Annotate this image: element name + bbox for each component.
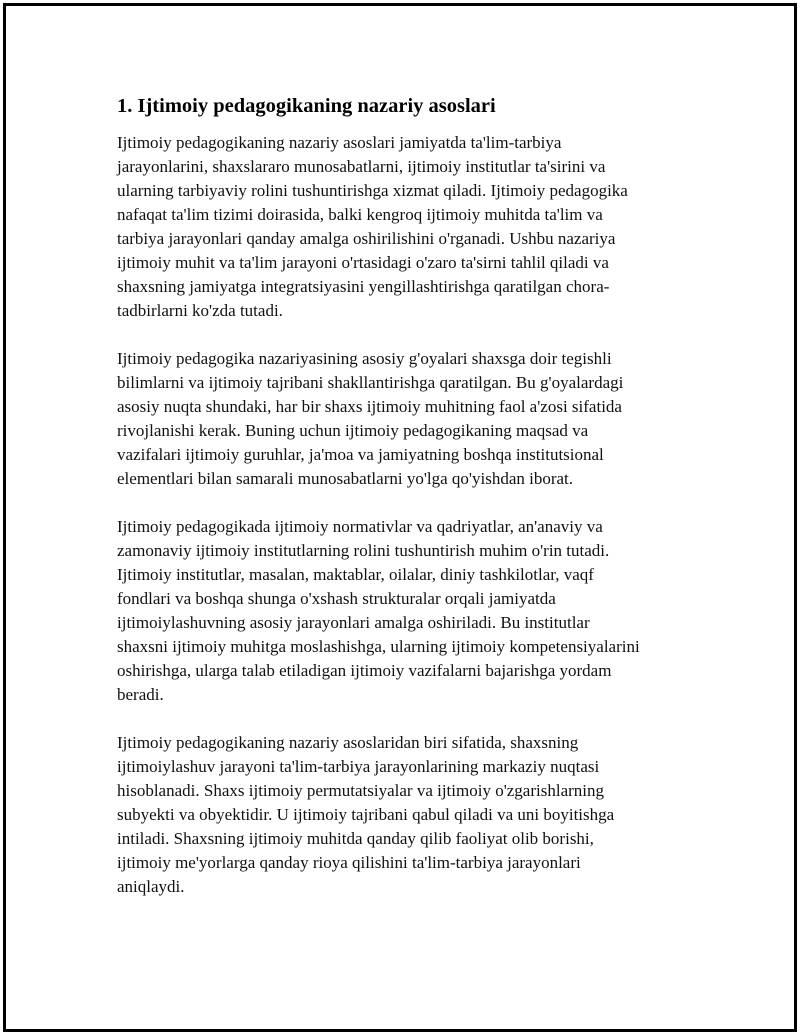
paragraph-1: Ijtimoiy pedagogikaning nazariy asoslari jamiyatda ta'lim-tarbiya jarayonlarini, shaxslararo munosabatlarni, ijtimoiy institutlar ta'sirini va ularning tarbiyaviy rolini tushuntirishga xizmat qiladi. Ijtimoiy pedagogika nafaqat ta'lim tizimi doirasida, balki kengroq ijtimoiy muhitda ta'lim va tarbiya jarayonlari qanday amalga oshirilishini o'rganadi. Ushbu nazariya ijtimoiy muhit va ta'lim jarayoni o'rtasidagi o'zaro ta'sirni tahlil qiladi va shaxsning jamiyatga integratsiyasini yengillashtirishga qaratilgan chora- tadbirlarni ko'zda tutadi. bbox=[117, 133, 628, 320]
paragraph-2: Ijtimoiy pedagogika nazariyasining asosiy g'oyalari shaxsga doir tegishli bilimlarni va ijtimoiy tajribani shakllantirishga qaratilgan. Bu g'oyalardagi asosiy nuqta shundaki, har bir shaxs ijtimoiy muhitning faol a'zosi sifatida rivojlanishi kerak. Buning uchun ijtimoiy pedagogikaning maqsad va vazifalari ijtimoiy guruhlar, ja'moa va jamiyatning boshqa institutsional elementlari bilan samarali munosabatlarni yo'lga qo'yishdan iborat. bbox=[117, 349, 624, 488]
paragraph-3: Ijtimoiy pedagogikada ijtimoiy normativlar va qadriyatlar, an'anaviy va zamonaviy ijtimoiy institutlarning rolini tushuntirish muhim o'rin tutadi. Ijtimoiy institutlar, masalan, maktablar, oilalar, diniy tashkilotlar, vaqf fondlari va boshqa shunga o'xshash strukturalar orqali jamiyatda ijtimoiylashuvning asosiy jarayonlari amalga oshiriladi. Bu institutlar shaxsni ijtimoiy muhitga moslashishga, ularning ijtimoiy kompetensiyalarini oshirishga, ularga talab etiladigan ijtimoiy vazifalarni bajarishga yordam beradi. bbox=[117, 517, 640, 704]
section-heading: 1. Ijtimoiy pedagogikaning nazariy asoslari bbox=[117, 95, 496, 117]
paragraph-4: Ijtimoiy pedagogikaning nazariy asoslaridan biri sifatida, shaxsning ijtimoiylashuv jarayoni ta'lim-tarbiya jarayonlarining markaziy nuqtasi hisoblanadi. Shaxs ijtimoiy permutatsiyalar va ijtimoiy o'zgarishlarning subyekti va obyektidir. U ijtimoiy tajribani qabul qiladi va uni boyitishga intiladi. Shaxsning ijtimoiy muhitda qanday qilib faoliyat olib borishi, ijtimoiy me'yorlarga qanday rioya qilishini ta'lim-tarbiya jarayonlari aniqlaydi. bbox=[117, 733, 615, 896]
document-body bbox=[117, 93, 697, 923]
